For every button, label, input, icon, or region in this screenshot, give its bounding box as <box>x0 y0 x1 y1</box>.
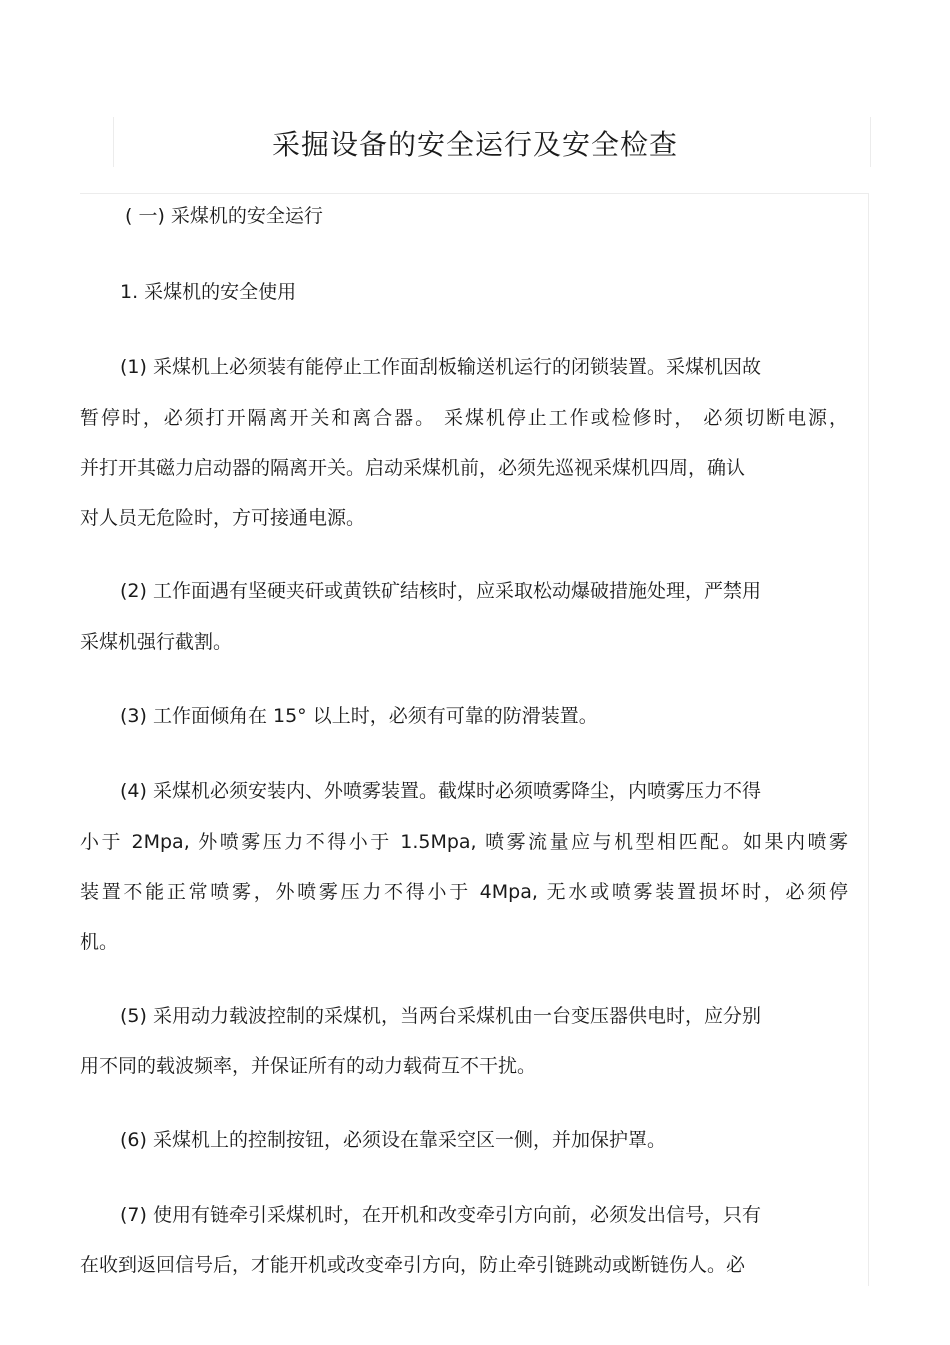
paragraph-line: 在收到返回信号后，才能开机或改变牵引方向，防止牵引链跳动或断链伤人。必 <box>80 1254 746 1276</box>
paragraph-line: 小于 2Mpa, 外喷雾压力不得小于 1.5Mpa, 喷雾流量应与机型相匹配。如果内喷雾 <box>80 831 848 853</box>
paragraph-line: (5) 采用动力载波控制的采煤机，当两台采煤机由一台变压器供电时，应分别 <box>120 1005 761 1027</box>
paragraph-line: (3) 工作面倾角在 15° 以上时，必须有可靠的防滑装置。 <box>120 705 598 727</box>
paragraph-line: 对人员无危险时，方可接通电源。 <box>80 507 366 529</box>
paragraph-line: 采煤机强行截割。 <box>80 631 233 653</box>
paragraph-line: 并打开其磁力启动器的隔离开关。启动采煤机前，必须先巡视采煤机四周，确认 <box>80 457 746 479</box>
paragraph-line: 用不同的载波频率，并保证所有的动力载荷互不干扰。 <box>80 1055 537 1077</box>
paragraph-line: (6) 采煤机上的控制按钮，必须设在靠采空区一侧，并加保护罩。 <box>120 1129 666 1151</box>
header-divider <box>80 193 869 194</box>
paragraph-line: 机。 <box>80 931 119 953</box>
section-heading: ( 一) 采煤机的安全运行 <box>125 205 323 227</box>
right-frame-line <box>868 193 869 1286</box>
paragraph-line: (1) 采煤机上必须装有能停止工作面刮板输送机运行的闭锁装置。采煤机因故 <box>120 356 761 378</box>
paragraph-line: (7) 使用有链牵引采煤机时，在开机和改变牵引方向前，必须发出信号，只有 <box>120 1204 761 1226</box>
paragraph-line: 装置不能正常喷雾，外喷雾压力不得小于 4Mpa, 无水或喷雾装置损坏时，必须停 <box>80 881 848 903</box>
paragraph-line: (4) 采煤机必须安装内、外喷雾装置。截煤时必须喷雾降尘，内喷雾压力不得 <box>120 780 761 802</box>
page-title: 采掘设备的安全运行及安全检查 <box>271 128 678 161</box>
paragraph-line: 暂停时，必须打开隔离开关和离合器。 采煤机停止工作或检修时， 必须切断电源， <box>80 407 848 429</box>
paragraph-line: (2) 工作面遇有坚硬夹矸或黄铁矿结核时，应采取松动爆破措施处理，严禁用 <box>120 580 761 602</box>
subsection-heading: 1. 采煤机的安全使用 <box>120 281 297 303</box>
